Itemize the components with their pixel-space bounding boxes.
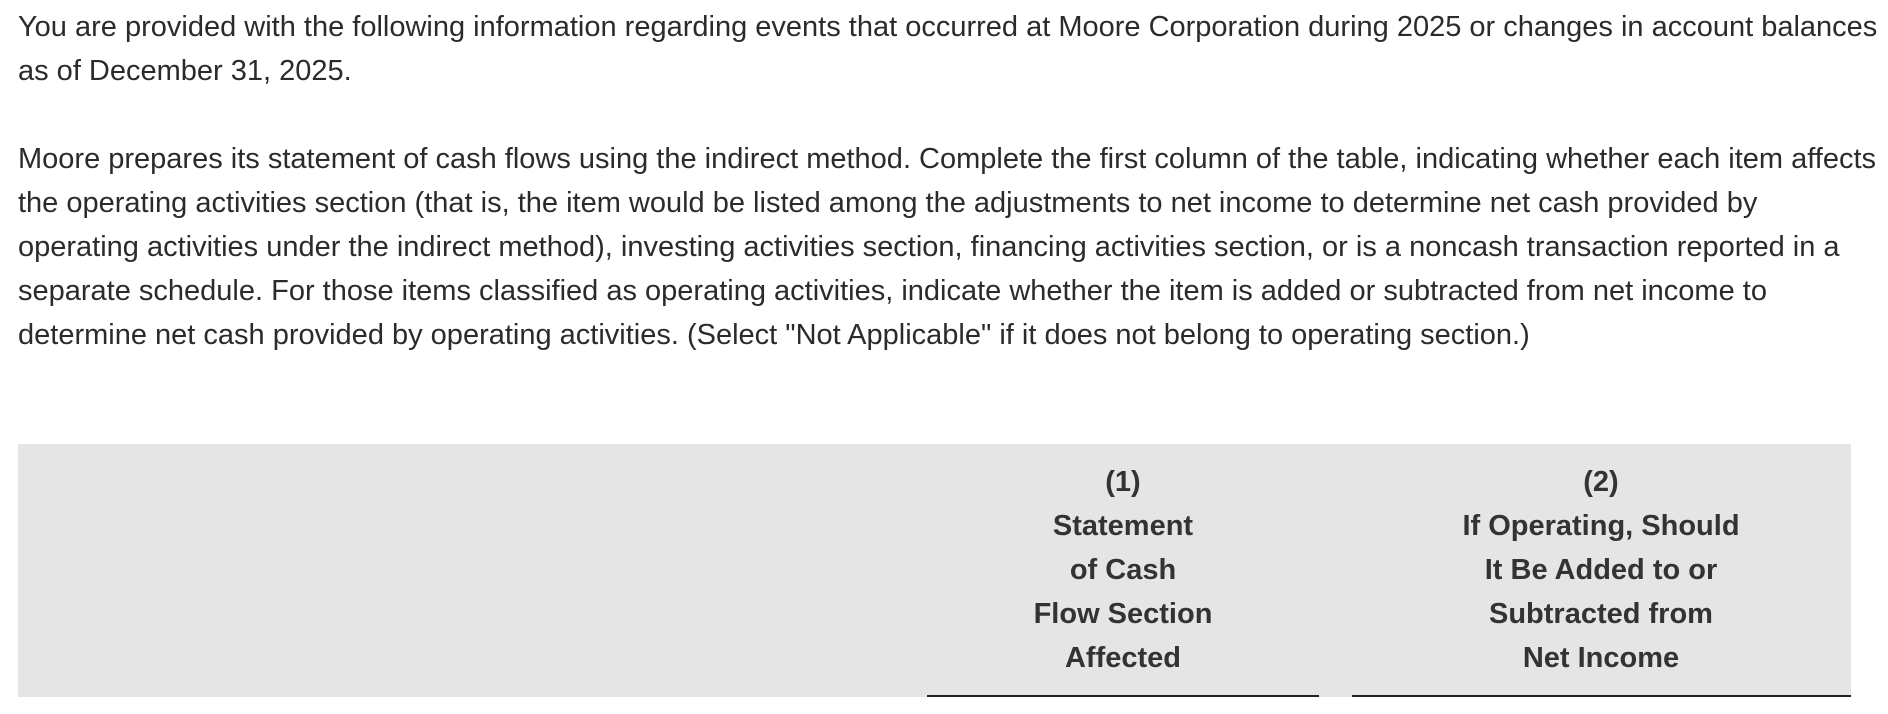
column-1-underline	[927, 695, 1319, 697]
column-header-line: It Be Added to or	[1484, 554, 1718, 586]
column-header-line: Net Income	[1522, 642, 1680, 674]
column-header-line: Statement	[1052, 510, 1194, 542]
table-header-row	[18, 444, 1851, 697]
column-header-line: Flow Section	[1033, 598, 1213, 630]
column-header-add-or-subtract	[1352, 460, 1850, 680]
column-header-line: Affected	[1064, 642, 1181, 674]
intro-paragraph-1: You are provided with the following information regarding events that occurred at Moore Corporation during 2025 or changes in account balances as of December 31, 2025.	[18, 11, 1878, 87]
column-2-underline	[1352, 695, 1851, 697]
column-header-line: (2)	[1583, 466, 1619, 498]
column-header-line: (1)	[1105, 466, 1141, 498]
column-header-line: Subtracted from	[1489, 598, 1713, 630]
column-header-cash-flow-section	[927, 460, 1319, 680]
column-header-line: If Operating, Should	[1462, 510, 1740, 542]
intro-paragraph-2: Moore prepares its statement of cash flows using the indirect method. Complete the first column of the table, indicating whether each item affects the operating activities section (that is, the item would be listed among the adjustments to net income to determine net cash provided by operating activities under the indirect method), investing activities section, financing activities section, or is a noncash transaction reported in a separate schedule. For those items classified as operating activities, indicate whether the item is added or subtracted from net income to determine net cash provided by operating activities. (Select "Not Applicable" if it does not belong to operating section.)	[18, 143, 1877, 351]
column-header-line: of Cash	[1069, 554, 1177, 586]
